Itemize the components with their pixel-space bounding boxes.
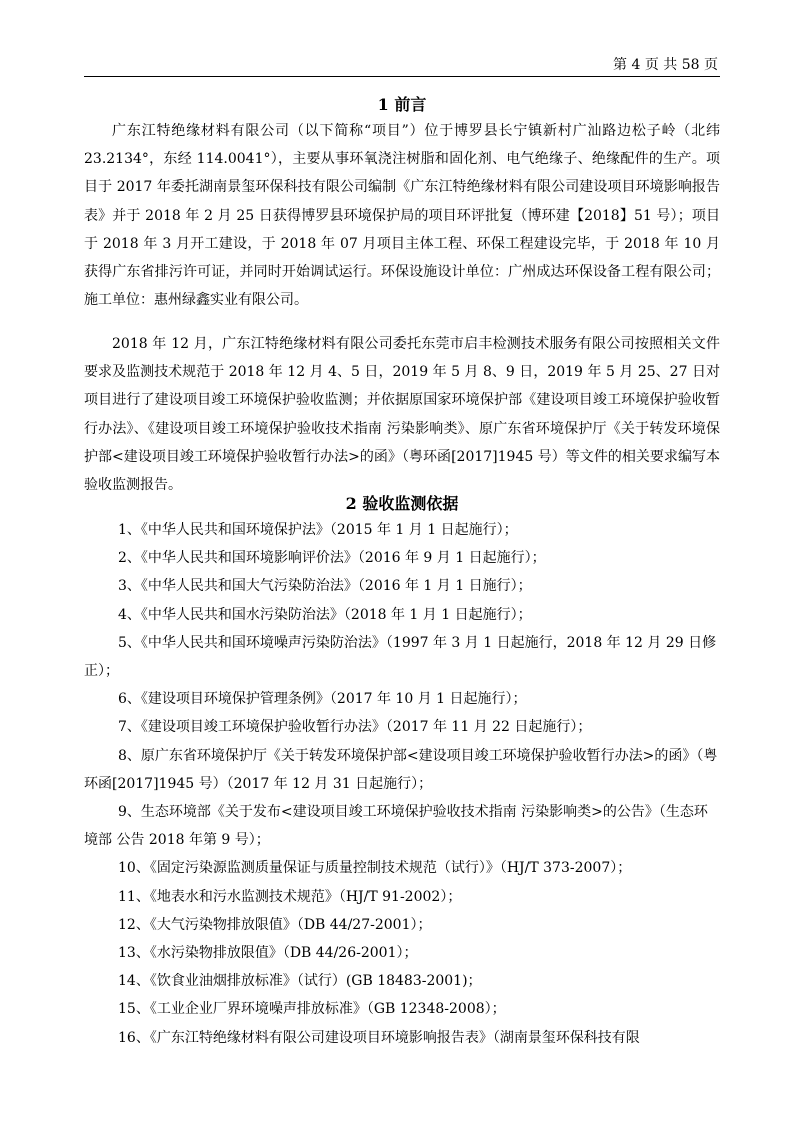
list-item: 6、《建设项目环境保护管理条例》（2017 年 10 月 1 日起施行）； — [118, 691, 527, 708]
list-item: 7、《建设项目竣工环境保护验收暂行办法》（2017 年 11 月 22 日起施行）； — [118, 719, 592, 736]
list-item: 4、《中华人民共和国水污染防治法》（2018 年 1 月 1 日起施行）； — [118, 606, 532, 623]
list-item: 13、《水污染物排放限值》（DB 44/26-2001）； — [118, 945, 418, 962]
list-item: 9、生态环境部《关于发布<建设项目竣工环境保护验收技术指南 污染影响类>的公告》（生态环境部 公告 2018 年第 9 号）； — [84, 804, 708, 849]
list-item: 5、《中华人民共和国环境噪声污染防治法》（1997 年 3 月 1 日起施行，2018 年 12 月 29 日修正）； — [84, 634, 717, 680]
list-item: 14、《饮食业油烟排放标准》（试行）(GB 18483-2001)； — [118, 973, 482, 990]
list-item: 10、《固定污染源监测质量保证与质量控制技术规范（试行）》（HJ/T 373-2007）； — [118, 860, 632, 877]
list-item: 8、原广东省环境保护厅《关于转发环境保护部<建设项目竣工环境保护验收暂行办法>的函》（粤环函[2017]1945 号）（2017 年 12 月 31 日起施行）； — [84, 747, 718, 792]
list-item: 1、《中华人民共和国环境保护法》（2015 年 1 月 1 日起施行）； — [118, 522, 518, 538]
list-item: 11、《地表水和污水监测技术规范》（HJ/T 91-2002）； — [118, 888, 462, 905]
page-number: 第 4 页 共 58 页 — [613, 57, 718, 73]
list-item: 2、《中华人民共和国环境影响评价法》（2016 年 9 月 1 日起施行）； — [118, 550, 546, 567]
page-header — [84, 56, 720, 77]
commission-paragraph: 2018 年 12 月，广东江特绝缘材料有限公司委托东莞市启丰检测技术服务有限公司按照相关文件要求及监测技术规范于 2018 年 12 月 4、5 日，2019 年 5 月 8、9 日，2019 年 5 月 25、27 日对项目进行了建设项目竣工环境保护验收监测；并依据原国家环境保护部《建设项目竣工环境保护验收暂行办法》、《建设项目竣工环境保护验收技术指南 污染影响类》、原广东省环境保护厅《关于转发环境保护部<建设项目竣工环境保护验收暂行办法>的函》（粤环函[2017]1945 号）等文件的相关要求编写本验收监测报告。 — [84, 336, 720, 494]
section-1-body-2 — [84, 330, 720, 499]
section-1-heading: 1 前言 — [377, 95, 427, 114]
section-1-body — [84, 117, 720, 314]
section-2-heading: 2 验收监测依据 — [345, 494, 459, 513]
list-item: 15、《工业企业厂界环境噪声排放标准》（GB 12348-2008）； — [118, 1001, 506, 1018]
list-item: 12、《大气污染物排放限值》（DB 44/27-2001）； — [118, 916, 432, 933]
list-item: 16、《广东江特绝缘材料有限公司建设项目环境影响报告表》（湖南景玺环保科技有限 — [118, 1029, 640, 1046]
basis-list — [84, 516, 720, 1052]
intro-paragraph: 广东江特绝缘材料有限公司（以下简称“项目”）位于博罗县长宁镇新村广汕路边松子岭（北纬 23.2134°，东经 114.0041°），主要从事环氧浇注树脂和固化剂、电气绝缘子、绝缘配件的生产。项目于 2017 年委托湖南景玺环保科技有限公司编制《广东江特绝缘材料有限公司建设项目环境影响报告表》并于 2018 年 2 月 25 日获得博罗县环境保护局的项目环评批复（博环建【2018】51 号）；项目于 2018 年 3 月开工建设，于 2018 年 07 月项目主体工程、环保工程建设完毕，于 2018 年 10 月获得广东省排污许可证，并同时开始调试运行。环保设施设计单位：广州成达环保设备工程有限公司；施工单位：惠州绿鑫实业有限公司。 — [84, 123, 720, 309]
list-item: 3、《中华人民共和国大气污染防治法》（2016 年 1 月 1 日施行）； — [118, 578, 532, 595]
